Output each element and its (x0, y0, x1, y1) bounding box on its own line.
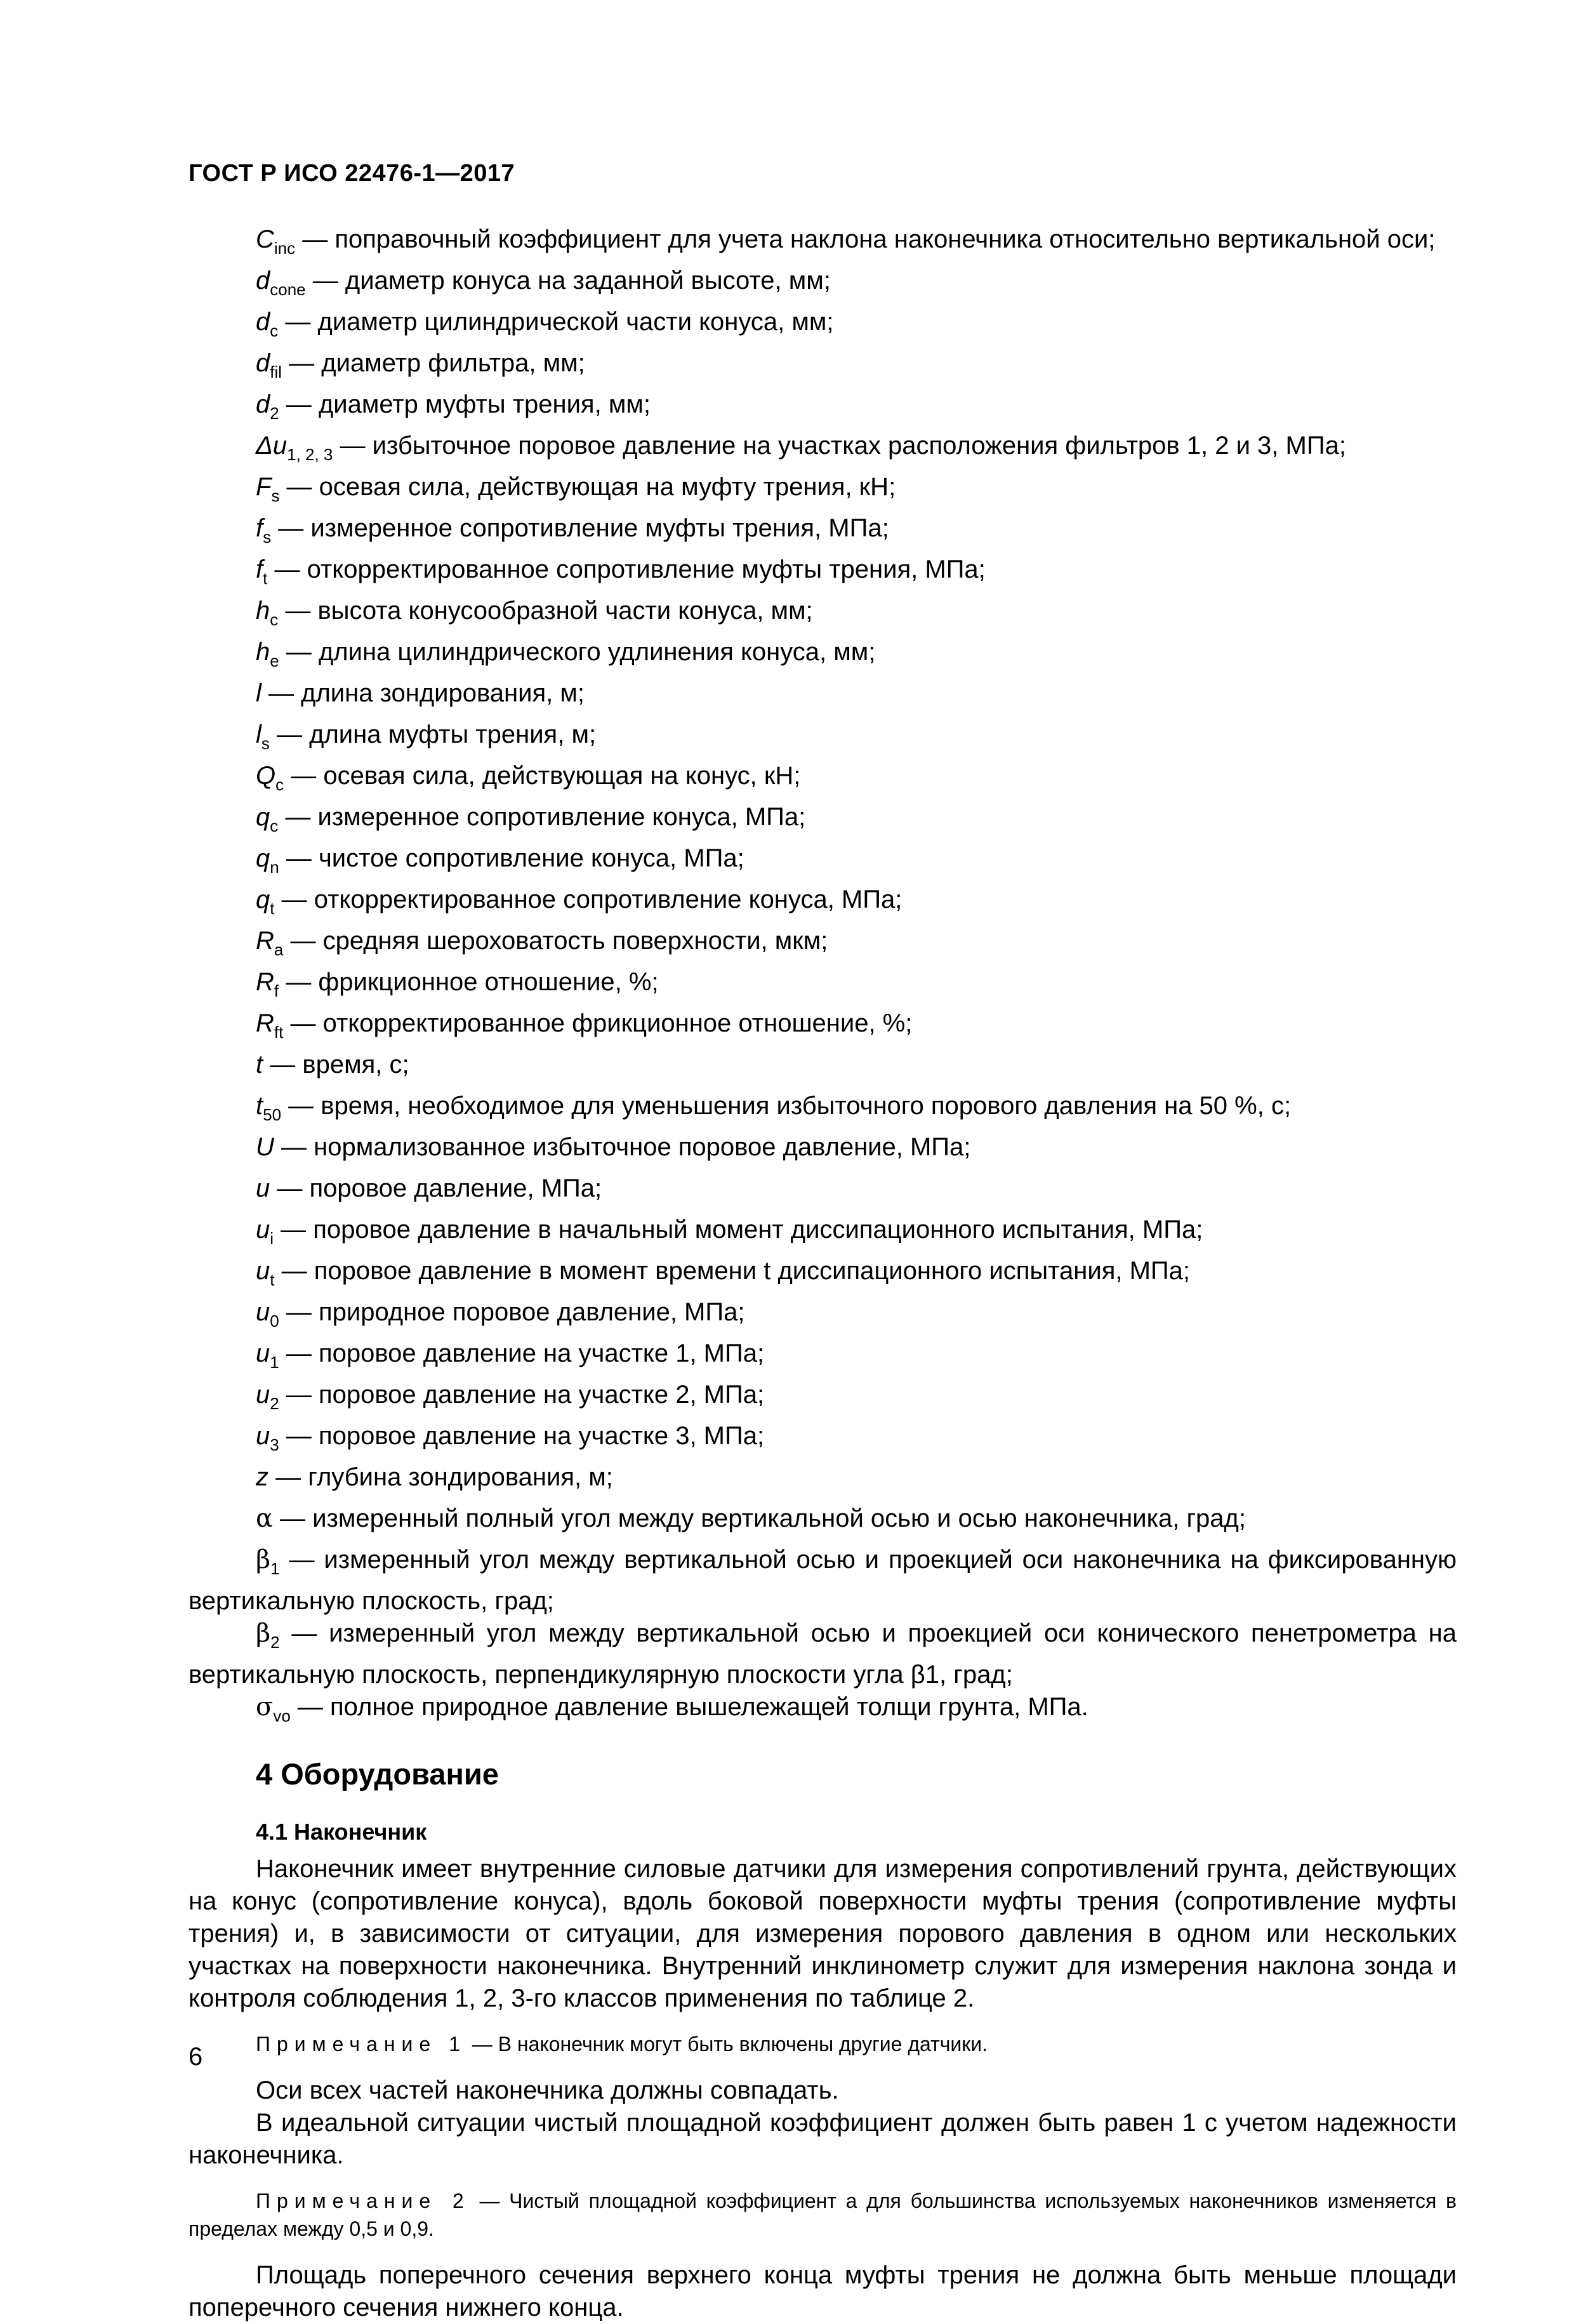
note-label: Примечание 1 (256, 2033, 466, 2055)
definition-subscript: t (270, 1270, 275, 1289)
definition-symbol: h (256, 597, 270, 625)
paragraph: Площадь поперечного сечения верхнего конца муфты трения не должна быть меньше площади поперечного сечения нижнего конца. (188, 2261, 1457, 2321)
definition-subscript: inc (274, 239, 296, 258)
definition-subscript: s (263, 528, 272, 547)
definition-text: — длина цилиндрического удлинения конуса, мм; (279, 638, 876, 666)
definition-row (188, 1131, 1457, 1172)
definition-text: — измеренное сопротивление конуса, МПа; (278, 803, 806, 831)
definition-text: — измеренный угол между вертикальной осью и проекцией оси конического пенетрометра на вертикальную плоскость, перпендикулярную плоскости угла β1, град; (188, 1619, 1457, 1689)
definition-symbol: β (256, 1545, 271, 1574)
definition-row (188, 760, 1457, 801)
definition-text: — измеренное сопротивление муфты трения, МПа; (271, 514, 889, 542)
definition-symbol: z (256, 1463, 268, 1491)
definition-text: — осевая сила, действующая на конус, кН; (284, 762, 801, 790)
definition-row (188, 512, 1457, 554)
definition-row (188, 1090, 1457, 1131)
definition-symbol: Δu (256, 432, 288, 460)
definition-row (188, 1379, 1457, 1420)
definition-text: — время, необходимое для уменьшения избыточного порового давления на 50 %, с; (281, 1092, 1292, 1120)
definition-subscript: c (270, 816, 279, 835)
definition-text: — чистое сопротивление конуса, МПа; (279, 844, 744, 872)
definition-text: — поровое давление, МПа; (270, 1174, 602, 1202)
definition-symbol: h (256, 638, 270, 666)
definition-subscript: 50 (263, 1105, 282, 1124)
definition-text: — средняя шероховатость поверхности, мкм; (283, 927, 828, 955)
definition-text: — поровое давление на участке 2, МПа; (279, 1381, 765, 1409)
definition-text: — поровое давление на участке 1, МПа; (279, 1339, 765, 1367)
definition-text: — откорректированное фрикционное отношение, %; (283, 1009, 913, 1037)
definition-subscript: 2 (270, 1633, 280, 1652)
definition-text: — длина муфты трения, м; (269, 720, 597, 748)
definition-text: — измеренный угол между вертикальной осью и проекцией оси наконечника на фиксированную вертикальную плоскость, град; (188, 1546, 1457, 1615)
definition-symbol: u (256, 1381, 270, 1409)
definition-row (188, 265, 1457, 306)
definition-text: — высота конусообразной части конуса, мм; (278, 597, 813, 625)
definition-symbol: t (256, 1092, 263, 1120)
definition-symbol: U (256, 1133, 274, 1161)
definition-text: — диаметр фильтра, мм; (282, 349, 585, 377)
definition-text: — диаметр цилиндрической части конуса, мм; (278, 308, 834, 336)
definition-row (188, 1255, 1457, 1296)
definition-text: — поровое давление в начальный момент диссипационного испытания, МПа; (274, 1216, 1203, 1244)
definition-row (188, 1691, 1457, 1732)
definition-row (188, 1461, 1457, 1503)
definition-symbol: q (256, 844, 270, 872)
definition-row (188, 1420, 1457, 1461)
definition-text: — поровое давление в момент времени t диссипационного испытания, МПа; (274, 1257, 1191, 1285)
definition-subscript: 2 (270, 404, 279, 423)
definition-symbol: R (256, 968, 274, 996)
definition-symbol: C (256, 225, 274, 253)
definition-subscript: 3 (270, 1435, 279, 1454)
definition-row (188, 884, 1457, 925)
note (188, 2187, 1457, 2243)
definition-symbol: d (256, 308, 270, 336)
definition-subscript: ft (274, 1023, 284, 1042)
page-number: 6 (188, 2043, 203, 2071)
definition-row (188, 223, 1457, 265)
definition-subscript: 1 (270, 1353, 279, 1372)
definition-row (188, 677, 1457, 719)
definition-row (188, 1617, 1457, 1691)
definition-subscript: c (270, 610, 279, 629)
definition-symbol: σ (256, 1692, 274, 1722)
definition-row (188, 430, 1457, 471)
definition-subscript: f (274, 981, 279, 1000)
definition-text: — природное поровое давление, МПа; (279, 1298, 745, 1326)
document-header: ГОСТ Р ИСО 22476-1—2017 (188, 160, 515, 187)
definition-symbol: R (256, 927, 274, 955)
definition-row (188, 1503, 1457, 1544)
definition-symbol: f (256, 555, 263, 583)
definition-subscript: t (263, 569, 268, 588)
definition-subscript: 1 (270, 1559, 280, 1578)
paragraph: Оси всех частей наконечника должны совпадать. (256, 2076, 839, 2104)
definition-subscript: s (261, 734, 270, 753)
note-label: Примечание 2 (256, 2189, 470, 2212)
definition-text: — время, с; (263, 1051, 409, 1079)
definition-subscript: a (274, 940, 284, 959)
definition-row (188, 471, 1457, 512)
paragraph: В идеальной ситуации чистый площадной коэффициент должен быть равен 1 с учетом надежности наконечника. (188, 2109, 1457, 2169)
section-title: 4 Оборудование (256, 1757, 499, 1791)
definition-row (188, 925, 1457, 966)
definition-symbol: t (256, 1051, 263, 1079)
note-text: — Чистый площадной коэффициент a для большинства используемых наконечников изменяется в пределах между 0,5 и 0,9. (188, 2189, 1457, 2240)
definition-row (188, 966, 1457, 1007)
definition-subscript: fil (270, 362, 282, 382)
definition-row (188, 719, 1457, 760)
definition-text: — откорректированное сопротивление муфты трения, МПа; (267, 555, 986, 583)
definition-subscript: 2 (270, 1394, 279, 1413)
definition-symbol: d (256, 267, 270, 295)
definition-row (188, 595, 1457, 636)
definition-text: — поправочный коэффициент для учета наклона наконечника относительно вертикальной оси; (295, 225, 1436, 253)
subsection-title: 4.1 Наконечник (256, 1819, 427, 1845)
definition-text: — осевая сила, действующая на муфту трения, кН; (279, 473, 896, 501)
definition-symbol: q (256, 803, 270, 831)
definition-row (188, 347, 1457, 388)
definition-row (188, 842, 1457, 884)
definition-text: — нормализованное избыточное поровое давление, МПа; (274, 1133, 971, 1161)
definition-symbol: u (256, 1257, 270, 1285)
definition-text: — глубина зондирования, м; (268, 1463, 613, 1491)
definition-row (188, 1214, 1457, 1255)
definition-symbol: Q (256, 762, 276, 790)
definition-symbol: u (256, 1298, 270, 1326)
definition-row (188, 1049, 1457, 1090)
definition-subscript: e (270, 651, 279, 670)
definition-symbol: β (256, 1619, 271, 1648)
definition-text: — полное природное давление вышележащей толщи грунта, МПа. (290, 1693, 1088, 1721)
definition-text: — фрикционное отношение, %; (279, 968, 659, 996)
document-body (188, 223, 1457, 2324)
note (188, 2030, 1457, 2058)
definitions-list (188, 223, 1457, 1732)
definition-row (188, 1338, 1457, 1379)
definition-row (188, 388, 1457, 430)
definition-symbol: u (256, 1339, 270, 1367)
definition-symbol: l (256, 720, 261, 748)
definition-symbol: α (256, 1504, 274, 1533)
definition-symbol: d (256, 349, 270, 377)
definition-subscript: c (275, 775, 284, 794)
definition-row (188, 801, 1457, 842)
definition-symbol: q (256, 886, 270, 913)
definition-row (188, 306, 1457, 347)
definition-subscript: t (270, 899, 275, 918)
definition-row (188, 1172, 1457, 1214)
definition-symbol: u (256, 1422, 270, 1450)
definition-row (188, 554, 1457, 595)
definition-text: — диаметр муфты трения, мм; (279, 390, 651, 418)
definition-text: — длина зондирования, м; (261, 679, 585, 707)
definition-subscript: n (270, 858, 279, 877)
definition-subscript: s (271, 486, 280, 505)
definition-text: — измеренный полный угол между вертикальной осью и осью наконечника, град; (273, 1504, 1246, 1532)
definition-row (188, 1007, 1457, 1049)
definition-subscript: 1, 2, 3 (287, 445, 333, 464)
definition-subscript: i (270, 1229, 274, 1248)
definition-symbol: l (256, 679, 261, 707)
definition-subscript: cone (270, 280, 306, 299)
note-text: — В наконечник могут быть включены другие датчики. (466, 2033, 988, 2055)
definition-row (188, 636, 1457, 677)
definition-subscript: vo (273, 1706, 291, 1725)
definition-symbol: R (256, 1009, 274, 1037)
definition-text: — поровое давление на участке 3, МПа; (279, 1422, 765, 1450)
definition-symbol: F (256, 473, 272, 501)
definition-text: — избыточное поровое давление на участках расположения фильтров 1, 2 и 3, МПа; (333, 432, 1346, 460)
definition-row (188, 1296, 1457, 1338)
paragraph: Наконечник имеет внутренние силовые датчики для измерения сопротивлений грунта, действующих на конус (сопротивление конуса), вдоль боковой поверхности муфты трения (сопротивление муфты трения) и, в зависимости от ситуации, для измерения порового давления в одном или нескольких участках на поверхности наконечника. Внутренний инклинометр служит для измерения наклона зонда и контроля соблюдения 1, 2, 3-го классов применения по таблице 2. (188, 1855, 1457, 2012)
definition-symbol: u (256, 1174, 270, 1202)
definition-subscript: c (270, 321, 279, 340)
definition-subscript: 0 (270, 1311, 279, 1331)
definition-symbol: u (256, 1216, 270, 1244)
definition-row (188, 1544, 1457, 1617)
definition-symbol: f (256, 514, 263, 542)
definition-symbol: d (256, 390, 270, 418)
definition-text: — диаметр конуса на заданной высоте, мм; (305, 267, 831, 295)
definition-text: — откорректированное сопротивление конуса, МПа; (274, 886, 903, 913)
